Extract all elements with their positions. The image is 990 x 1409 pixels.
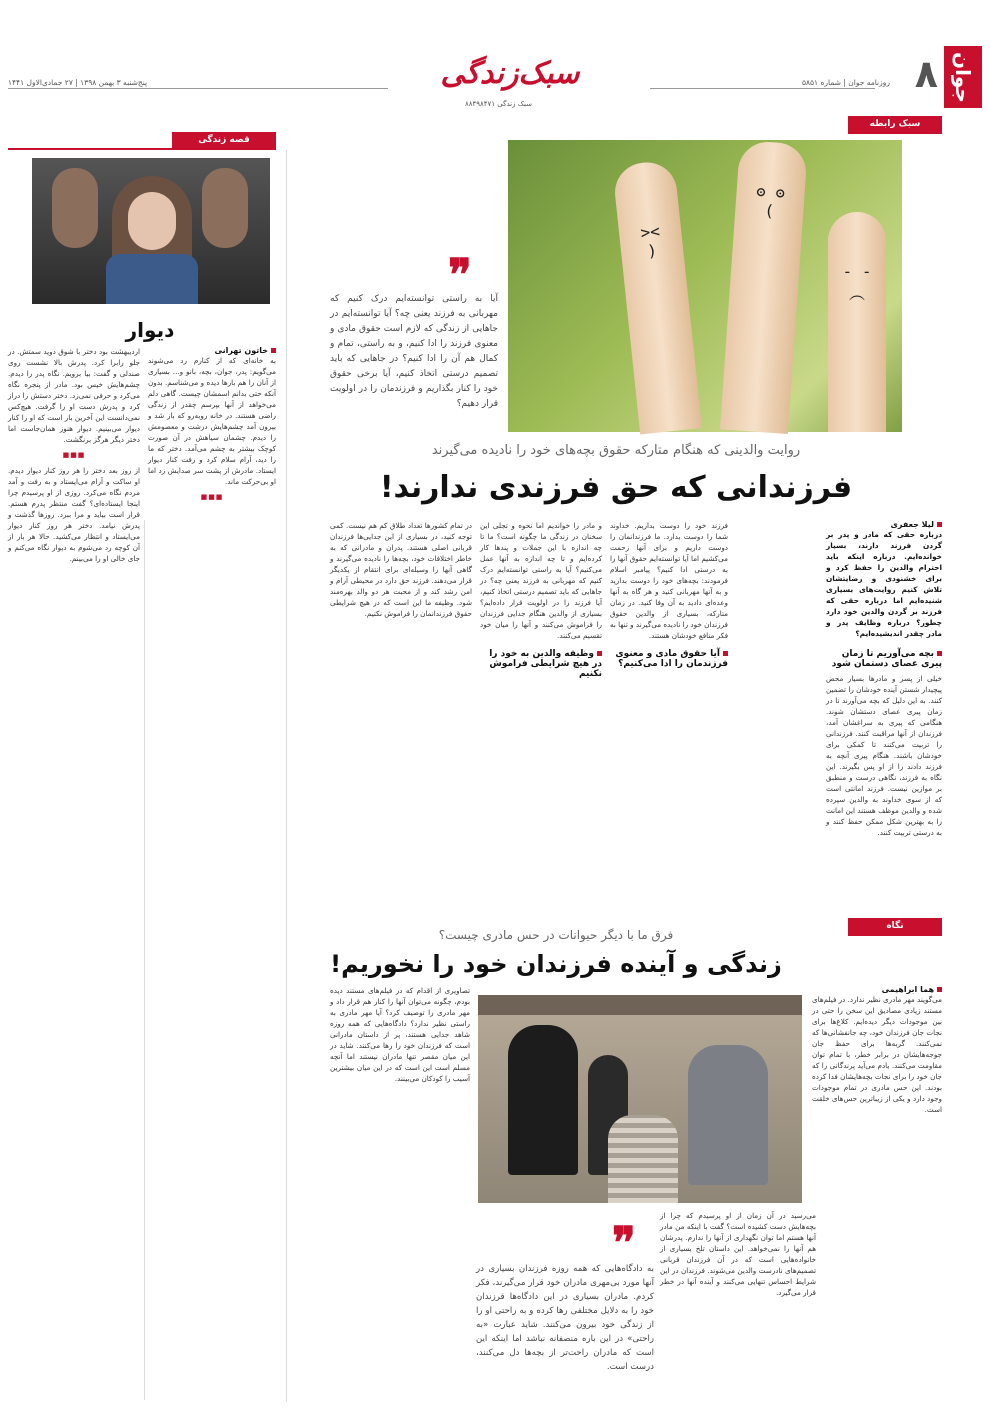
view-tag-rule [848, 934, 942, 936]
second-col2-text: می‌رسید در آن زمان از او پرسیدم که چرا از بچه‌هایش دست کشیده است؟ گفت با اینکه من مادر آنها هستم اما توان نگهداری از آنها را ندارم. پدرشان هم آنها را نمی‌خواهد. این داستان تلخ بسیاری از خانواده‌هایی است که در آن فرزندان قربانی تصمیم‌های نادرست والدین می‌شوند. فرزندان در این شرایط احساس تنهایی می‌کنند و آینده آنها در خطر قرار می‌گیرد. [660, 1211, 816, 1297]
side-column-1 [148, 346, 276, 507]
second-column-2 [660, 1210, 816, 1298]
second-headline: زندگی و آینده فرزندان خود را نخوریم! [330, 950, 782, 978]
second-quote-mark-icon: ❞ [612, 1218, 636, 1269]
side-col2-text: از روز بعد دختر را هر روز کنار دیوار دیدم. او ساکت و آرام می‌ایستاد و به رفت و آمد مردم نگاه می‌کرد. روزی از او پرسیدم چرا اینجا ایستاده‌ای؟ گفت منتظر پدرم هستم. قرار است بیاید و مرا ببرد. روزها گذشت و پدرش نیامد. دختر هر روز کنار دیوار می‌ایستاد و انتظار می‌کشید. حالا هر بار از آن کوچه رد می‌شوم به دیوار نگاه می‌کنم و جای خالی او را می‌بینم. [8, 466, 140, 563]
view-tag: نگاه [848, 918, 942, 934]
second-col3-text: تصاویری از اقدام که در فیلم‌های مستند دیده بودم، چگونه می‌توان آنها را کنار هم قرار داد و مهر مادری را توصیف کرد؟ آیا مهر مادری به راستی نظیر ندارد؟ دادگاه‌هایی که همه روزه شاهد جدایی هستند، پر از داستان مادرانی است که فرزندان خود را رها می‌کنند. شاید در این میان مقصر تنها مادران نیستند اما آنچه مسلم است این است که در این میان بیشترین آسیب را کودکان می‌بینند. [330, 986, 470, 1083]
header-rule-right [650, 88, 875, 89]
issue-info: روزنامه جوان | شماره ۵۸۵۱ [801, 78, 890, 87]
main-intro-column [826, 520, 942, 838]
date-info: پنج‌شنبه ۳ بهمن ۱۳۹۸ | ۲۷ جمادی‌الاول ۱۴۴۱ [8, 78, 148, 87]
main-subhead-1: بچه می‌آوریم تا زمان پیری عصای دستمان شود [831, 649, 942, 669]
column-divider-left [286, 150, 287, 1402]
page-number: ۸ [914, 52, 938, 96]
sad-face-icon: - - ︵ [842, 262, 872, 303]
angry-face-icon: >< ( [639, 221, 661, 261]
relationship-tag-rule [848, 132, 942, 134]
second-column-1 [812, 985, 942, 1115]
side-col3-text: اردیبهشت بود دختر با شوق دوید سمتش. در جلو رابرا کرد. پدرش بالا نشست روی صندلی و گفت: بیا برویم. نگاه پدر را دیدم. چشم‌هایش خیس بود. مادر از پنجره نگاه می‌کرد و حرفی نمی‌زد. دختر دستش را دراز کرد و پدرش دست او را گرفت. هیچ‌کس نمی‌دانست این آخرین بار است که او را کنار دیوار می‌بینیم. دیوار هنوز همان‌جاست اما دختر دیگر هرگز برنگشت. [8, 347, 140, 444]
life-story-rule [8, 148, 276, 150]
section-phone: سبک زندگی ۸۸۴۹۸۴۷۱ [465, 100, 532, 108]
main-intro: درباره حقی که مادر و پدر بر گردن فرزند دارند، بسیار خوانده‌ایم. درباره اینکه باید احترام والدین را حفظ کرد و برای خشنودی و رضایتشان تلاش کنیم روایت‌های بسیاری شنیده‌ایم اما درباره حقی که فرزند بر گردن والدین خود دارد چطور؟ درباره وظایف پدر و مادر چقدر اندیشیده‌ایم؟ [826, 530, 942, 638]
main-subhead-2: آیا حقوق مادی و معنوی فرزندمان را ادا می‌کنیم؟ [615, 649, 728, 669]
child-striped-shirt [608, 1115, 678, 1203]
side-byline: خاتون تهرانی [148, 346, 276, 355]
main-col2-text: فرزند خود را دوست بداریم. خداوند شما را دوست بدارد. ما فرزندانمان را دوست داریم و برای آنها زحمت می‌کشیم اما آیا توانسته‌ایم حقوق آنها را به درستی ادا کنیم؟ پیامبر اسلام فرمودند: بچه‌های خود را دوست بدارید و به آنها مهربانی کنید و هر گاه به آنها وعده‌ای دادید به آن وفا کنید. در زمان متارکه، بسیاری از والدین حقوق فرزندان خود را نادیده می‌گیرند و تنها به فکر منافع خودشان هستند. [610, 521, 728, 640]
finger-right [828, 212, 886, 432]
main-column-3 [480, 520, 602, 683]
second-col1-text: می‌گویند مهر مادری نظیر ندارد. در فیلم‌های مستند زیادی مصادیق این سخن را حتی در بین موجودات دیگر دیده‌ایم. کلاغ‌ها برای نجات جان فرزندان خود، چه جانفشانی‌ها که نمی‌کنند. گربه‌ها برای حفظ جان جوجه‌هایشان در برابر خطر، با تمام توان مقاومت می‌کنند. یادم می‌آید پرندگانی را که جان خود را برای نجات بچه‌هایشان فدا کرده بودند. این حس مادری در تمام موجودات وجود دارد و یکی از زیباترین حس‌های خلقت است. [812, 995, 942, 1114]
second-kicker: فرق ما با دیگر حیوانات در حس مادری چیست؟ [438, 928, 674, 942]
column-divider-side [144, 520, 145, 1400]
fingers-photo [508, 140, 902, 432]
family-photo [478, 995, 802, 1203]
quote-mark-icon: ❞ [448, 250, 472, 301]
finger-middle [720, 140, 808, 434]
main-column-2 [610, 520, 728, 673]
main-kicker: روایت والدینی که هنگام متارکه حقوق بچه‌های خود را نادیده می‌گیرند [431, 443, 801, 458]
finger-left [612, 159, 702, 434]
main-column-4 [330, 520, 472, 619]
main-col1-text: خیلی از پسر و مادرها بسیار محض پیچیدار شستن آینده خودشان را تضمین کنند. به این دلیل که بچه می‌آورند تا در زمان پیری عصای دستشان شوند. هنگامی که پیری به سراغشان آمد، فرزندان از آنها مراقبت کنند. فرزندانی را تربیت می‌کنند تا کمکی برای خودشان باشند. هنگام پیری آنچه به فرزند دادند را از او پس بگیرند. این نگاه به فرزند، نگاهی درست و منطبق بر موازین نیست. فرزند امانتی است که از سوی خداوند به والدین سپرده شده و والدین موظف هستند این امانت را به بهترین شکل ممکن حفظ کنند و به درستی تربیت کنند. [826, 674, 942, 837]
shouting-face-icon: ʘ ʘ ) [755, 181, 786, 221]
second-column-3 [330, 985, 470, 1084]
mother-figure [508, 1025, 578, 1175]
life-story-tag: قصه زندگی [172, 132, 276, 148]
second-byline: هما ابراهیمی [812, 985, 942, 994]
main-lead-quote: آیا به راستی توانسته‌ایم درک کنیم که مهربانی به فرزند یعنی چه؟ آیا توانسته‌ایم در جاهایی از زندگی که لازم است حقوق مادی و معنوی فرزند را ادا کنیم، و به راستی، تمام و کمال هم آن را ادا کنیم؟ در جاهایی که باید تصمیم درستی اتخاذ کنیم، آیا برخی حقوق خود را کنار بگذاریم و فرزندمان را در اولویت قرار دهیم؟ [330, 294, 498, 409]
father-figure [688, 1045, 768, 1185]
newspaper-logo: جوان [944, 46, 982, 108]
girl-dress [106, 254, 198, 304]
side-col1-text: به خانه‌ای که از کنارم رد می‌شوند می‌گویم: پدر، جوان، بچه، بانو و... بسیاری از آنان را هم بارها دیده و می‌شناسم. بدون آنکه حتی بدانم اسمشان چیست. گاهی دلم می‌خواهد از آنها بپرسم چقدر از زندگی راضی هستند. در خانه روبه‌رو که باز شد و بیرون آمد چشم‌هایش درشت و معصومش را دیدم. چشمان سیاهش در آن صورت کوچک بیشتر به چشم می‌آمد. دختر که ما را دید، آرام سلام کرد و رفت کنار دیوار ایستاد. مادرش از پشت سر صدایش زد اما او بی‌حرکت ماند. [148, 356, 276, 486]
main-col4-text: در تمام کشورها تعداد طلاق کم هم نیست. کمی توجه کنید، در بسیاری از این جدایی‌ها فرزندان قربانی اصلی هستند. پدران و مادرانی که به خاطر اختلافات خود، بچه‌ها را نادیده می‌گیرند و گاهی آنها را وسیله‌ای برای انتقام از یکدیگر قرار می‌دهند. فرزند حق دارد در محیطی آرام و امن رشد کند و از محبت هر دو والد بهره‌مند شود. وظیفه ما این است که در هیچ شرایطی حقوق فرزندانمان را فراموش نکنیم. [330, 521, 472, 618]
second-lead-quote: به دادگاه‌هایی که همه روزه فرزندان بسیاری در آنها مورد بی‌مهری مادران خود قرار می‌گیرند، فکر کردم. مادران بسیاری در این دادگاه‌ها فرزندان خود را به دلایل مختلفی رها کرده و به راحتی او را از زندگی خود بیرون می‌کنند. شاید عبارت «به راحتی» در این باره منصفانه نباشد اما اینکه این است که مادران راحت‌تر از بچه‌ها دل می‌کنند، درست است. [476, 1264, 654, 1372]
relationship-tag: سبک رابطه [848, 116, 942, 132]
adult-hand-left [52, 168, 98, 248]
side-column-2 [8, 346, 140, 564]
side-separator-2: ■■■ [62, 451, 86, 459]
main-col3-text: و مادر را خواندیم اما نحوه و تجلی این سخنان در زندگی ما چگونه است؟ ما تا چه اندازه با این جملات و پندها کار کرده‌ایم و تا چه اندازه به آنها عمل می‌کنیم؟ آیا به راستی توانسته‌ایم درک کنیم که مهربانی به فرزند یعنی چه؟ در جاهایی که باید تصمیم درستی اتخاذ کنیم، آیا فرزند را در اولویت قرار داده‌ایم؟ بسیاری از والدین هنگام جدایی فرزندان را فراموش می‌کنند و آنها را میان خود تقسیم می‌کنند. [480, 521, 602, 640]
side-story-title: دیوار [125, 318, 175, 342]
side-separator-1: ■■■ [200, 493, 224, 501]
sad-girl-photo [32, 158, 270, 304]
girl-face [128, 192, 176, 250]
adult-hand-right [202, 168, 248, 248]
wall-strip [478, 995, 802, 1015]
main-headline: فرزندانی که حق فرزندی ندارند! [379, 470, 853, 505]
header-rule-left [8, 88, 388, 89]
main-byline: لیلا جعفری [826, 520, 942, 529]
main-subhead-3: وظیفه والدین به خود را در هیچ شرایطی فراموش نکنیم [489, 649, 602, 679]
section-logo: سبک‌زندگی [440, 56, 580, 91]
